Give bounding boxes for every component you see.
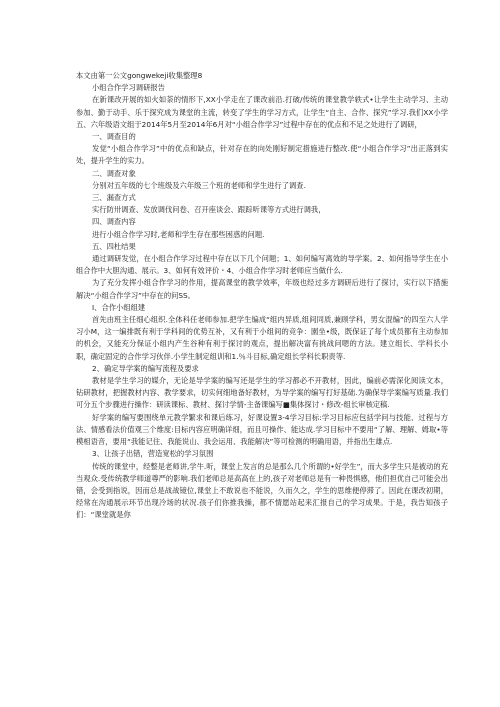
- paragraph: 实行防卅调查、发放调伐问卷、召开座谈会、跟踪听课等方式进行调我，: [92, 205, 326, 215]
- paragraph: 在新课改开展的如火如荼的情形下,XX小学走在了课改前沿.打破/传统的课堂教学轶式•让学生主动学习、主动参加、勤于动手、乐于探究成为课堂的主流，转变了学生的学习方式，让学生“自主、合作、探究”学习.我们XX小学五、六年级语文组于2014年5月至2014年6月对“小组合作学习”过程中存在的优点和不足之处进行了调研，: [76, 95, 448, 129]
- subsection-heading: 2、确定导学案的编写流程及要求: [92, 363, 199, 373]
- paragraph: 传统的课堂中，经整是老师讲,学牛.听，课堂上发言的总是那么几个所谓的•好学生”，而大多学生只是被动的充当观众.受传统教学师道尊严的影响.我们老师总是高高在上的,孩子对老师总是有一种畏惧感，他们担优自己可能会出错，会受到指说，因而总是战战镜位,课堂上不敢说也不能说，久而久之，学生的思维便停滞了。因此在课改初期，经常在沟通展示环节出现冷场的状况.孩子们你推我操，都不情愿站起来汇报自己的学习成果。于是，我告知孩子们：“课堂就是你: [76, 461, 448, 520]
- subsection-heading: I、合作小组组建: [92, 302, 146, 312]
- section-heading: 一、调查目的: [92, 132, 136, 142]
- section-heading: 五、四杜结果: [92, 241, 136, 251]
- paragraph: 首先由班主任细心组织.全体科任老师参加.把学生编成“组内异质,组间同质,兼顾学科，男女混编”的四至六人学习小M，这一编排既有利于学科间的优势互补，又有利于小组间的竞争：園坐•级，既保证了每个成员都有主动参加的机会，又能充分保证小组内产生谷种有利于探讨的观点，提出解决富有挑战问嗯的方法。建立组长、学科长小职，确定固定的合作学习伙伴.小学生制定组训和1.％斗目标,确定组长学科长职责等.: [76, 315, 448, 361]
- paragraph: 发觉“小组合作学习”中的优点和缺点，针对存在的向处刚好制定措施进行整改.使“小组合作学习”出正落到实处，提升学生的实力。: [76, 144, 448, 166]
- paragraph: 好学案的编写要围绕单元教学繁求和课后练习，好课设置3-4学习目标:学习目标应包括学问与技能、过程与方法、情感看法价值观三个维度:目标内容应明确详细，而且可操作、能达成.学习目标中不要用“了解、理解、姆取•等模相语音，要用“我能记住、我能说山、我会运用、我能解决”等可检测的明确用语，并指出生雄点.: [76, 412, 448, 447]
- doc-header: 本文由第一公文gongwekeji收集整理8: [76, 71, 203, 80]
- paragraph: 通过调研发觉，在小组合作学习过程中存在以下几个问题；1、如何编写离效的导学案。2、如何指导学生在小组合作中大胆沟通、展示。3、如何有效评价・4、小组合作学习时老师应当做什么.: [76, 254, 448, 276]
- section-heading: 四、调查内容: [92, 217, 136, 227]
- section-heading: 三、漏查方式: [92, 193, 136, 203]
- document-page: [76, 70, 448, 522]
- subsection-heading: 3、让孩子出错，营造宽松的学习氛围: [92, 449, 214, 459]
- section-heading: 二、调查对象: [92, 168, 136, 178]
- paragraph: 为了充分发挥小组合作学习的作用，提高课堂的教学效率，年级也经过多方调研后进行了探讨，实行以下措施解决“小组合作学习”中存在的问SS。: [76, 278, 448, 300]
- paragraph: 教材是学生学习的媒介，无论是导学案的编写还是学生的学习都必不开教材，因此，编前必需深化阅读文本，钻研教材，把握教材内容、教学要求，切实何细地备好教材，为导学案的编写打好基础.为确保导学案编写质量.我们可分五个步骤进行操作：研读课标、教材、探讨学情-主备课编写■集体探讨・修改-组长审核定稿.: [76, 376, 448, 410]
- doc-title: 小组合作学习调研报告: [92, 83, 165, 93]
- paragraph: 分别对五年级的七个班级及六年级三个班的老师和学生进行了调查.: [92, 180, 306, 190]
- paragraph: 进行小组合作学习时,老师和学生存在那些困惑的问题.: [92, 229, 265, 239]
